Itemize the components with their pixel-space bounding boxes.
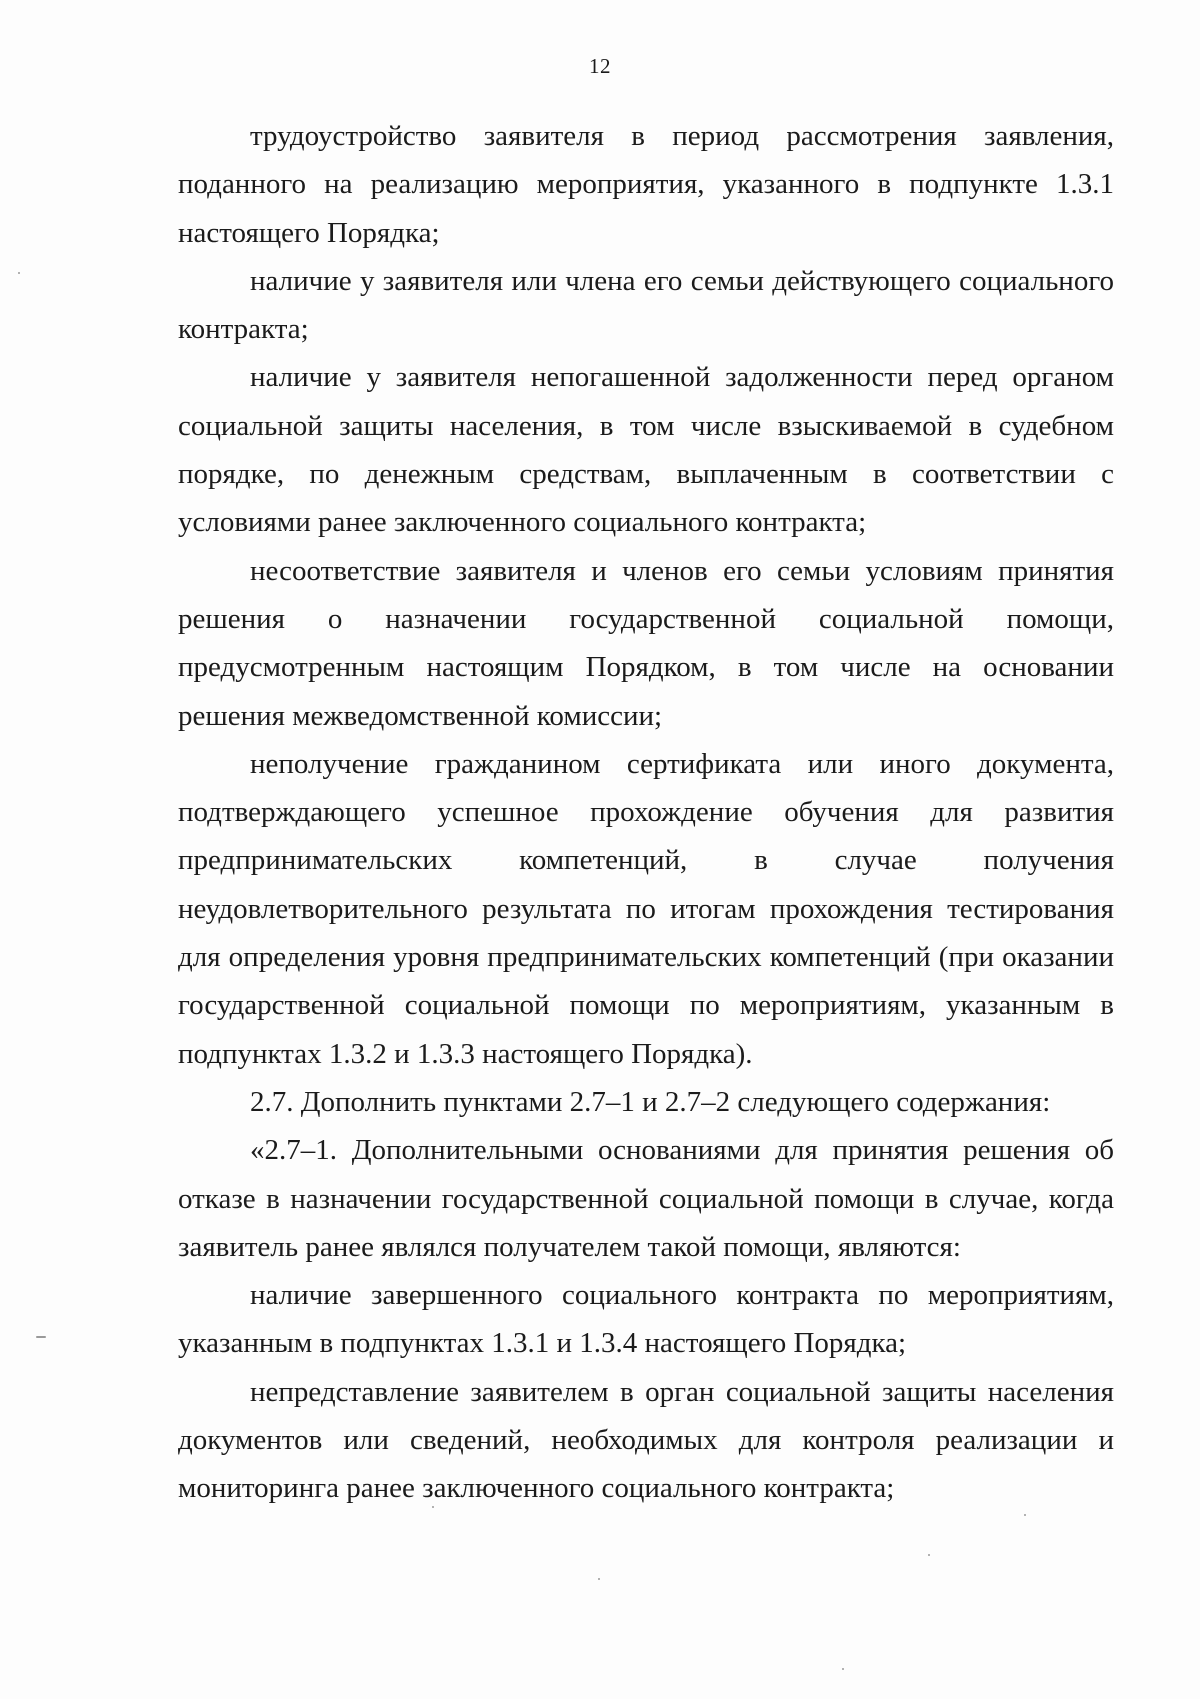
scan-speck bbox=[36, 1336, 46, 1338]
paragraph-nonsubmission: непредставление заявителем в орган социальной защиты населения документов или сведений, необходимых для контроля реализации и мониторинга ранее заключенного социального контракта; bbox=[178, 1375, 1114, 1505]
document-body bbox=[178, 112, 1114, 1513]
paragraph-completed-contract: наличие завершенного социального контракта по мероприятиям, указанным в подпунктах 1.3.1 и 1.3.4 настоящего Порядка; bbox=[178, 1279, 1114, 1360]
paragraph-debt: наличие у заявителя непогашенной задолженности перед органом социальной защиты населения, в том числе взыскиваемой в судебном порядке, по денежным средствам, выплаченным в соответствии с условиями ранее заключенного социального контракта; bbox=[178, 361, 1114, 539]
page-number: 12 bbox=[589, 54, 611, 78]
scan-speck bbox=[598, 1578, 600, 1580]
paragraph-amendment-2-7: 2.7. Дополнить пунктами 2.7–1 и 2.7–2 следующего содержания: bbox=[250, 1085, 1051, 1118]
scan-speck bbox=[928, 1554, 930, 1556]
paragraph-certificate: неполучение гражданином сертификата или иного документа, подтверждающего успешное прохождение обучения для развития предпринимательских компетенций, в случае получения неудовлетворительного результата по итогам прохождения тестирования для определения уровня предпринимательских компетенций (при оказании государственной социальной помощи по мероприятиям, указанным в подпунктах 1.3.2 и 1.3.3 настоящего Порядка). bbox=[178, 747, 1114, 1070]
scan-speck bbox=[842, 1668, 844, 1670]
paragraph-active-contract: наличие у заявителя или члена его семьи действующего социального контракта; bbox=[178, 264, 1114, 346]
paragraph-nonconformity: несоответствие заявителя и членов его семьи условиям принятия решения о назначении государственной социальной помощи, предусмотренным настоящим Порядком, в том числе на основании решения межведомственной комиссии; bbox=[178, 554, 1114, 732]
scan-speck bbox=[18, 272, 20, 274]
paragraph-employment: трудоустройство заявителя в период рассмотрения заявления, поданного на реализацию мероприятия, указанного в подпункте 1.3.1 настоящего Порядка; bbox=[178, 120, 1114, 249]
scan-speck bbox=[1024, 1514, 1026, 1516]
paragraph-2-7-1: «2.7–1. Дополнительными основаниями для принятия решения об отказе в назначении государственной социальной помощи в случае, когда заявитель ранее являлся получателем такой помощи, являются: bbox=[178, 1134, 1114, 1263]
scan-speck bbox=[432, 1506, 434, 1508]
